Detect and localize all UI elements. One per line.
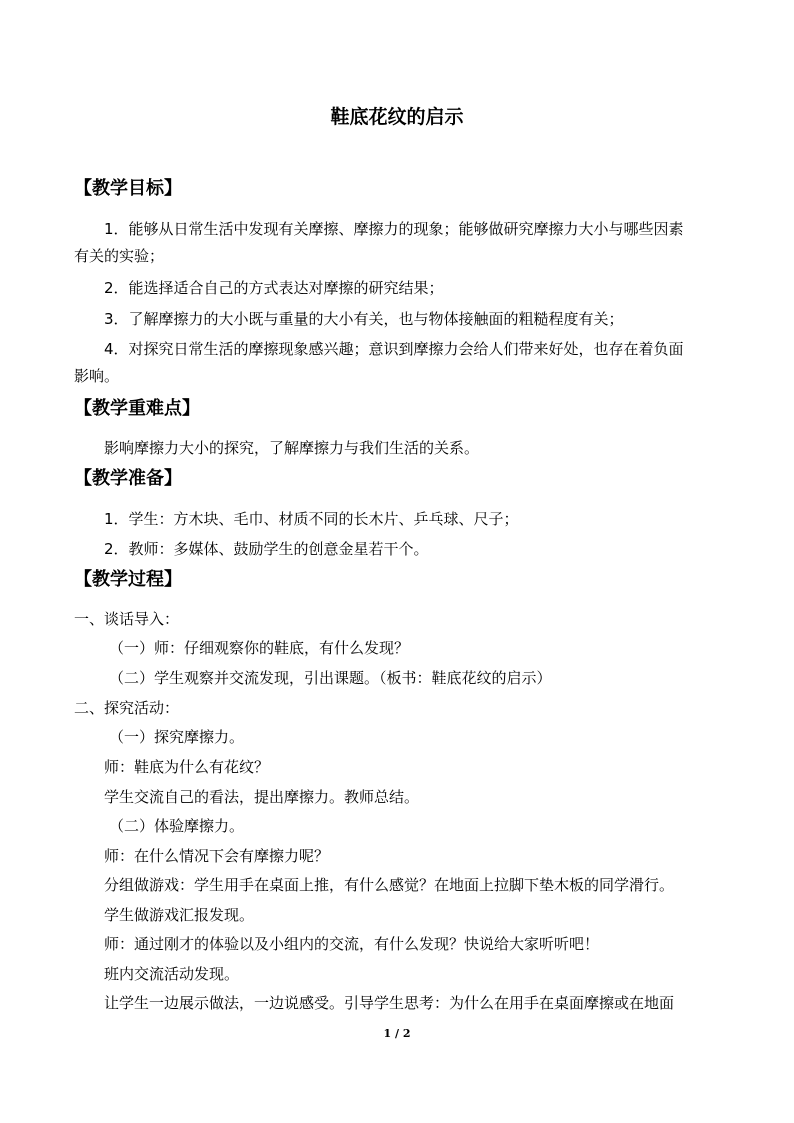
heading-objectives: 【教学目标】	[74, 178, 182, 199]
heading-key-points: 【教学重难点】	[74, 398, 200, 419]
process-line-6: 师：鞋底为什么有花纹？	[104, 758, 270, 776]
preparation-line-2: 2．教师：多媒体、鼓励学生的创意金星若干个。	[104, 540, 429, 558]
objective-line-4: 4．对探究日常生活的摩擦现象感兴趣；意识到摩擦力会给人们带来好处，也存在着负面	[104, 340, 684, 358]
process-line-1: 一、谈话导入：	[74, 610, 180, 628]
objective-line-4-cont: 影响。	[74, 367, 120, 385]
key-point-line-1: 影响摩擦力大小的探究，了解摩擦力与我们生活的关系。	[104, 439, 480, 457]
objective-line-3: 3．了解摩擦力的大小既与重量的大小有关，也与物体接触面的粗糙程度有关；	[104, 310, 624, 328]
process-line-3: （二）学生观察并交流发现，引出课题。（板书：鞋底花纹的启示）	[109, 669, 552, 687]
process-line-14: 让学生一边展示做法，一边说感受。引导学生思考：为什么在用手在桌面摩擦或在地面	[104, 994, 675, 1012]
process-line-8: （二）体验摩擦力。	[109, 817, 245, 835]
process-line-13: 班内交流活动发现。	[104, 965, 240, 983]
document-title: 鞋底花纹的启示	[330, 106, 464, 128]
process-line-9: 师：在什么情况下会有摩擦力呢？	[104, 847, 330, 865]
heading-preparation: 【教学准备】	[74, 468, 182, 489]
process-line-5: （一）探究摩擦力。	[109, 728, 245, 746]
process-line-12: 师：通过刚才的体验以及小组内的交流，有什么发现？快说给大家听听吧！	[104, 935, 600, 953]
objective-line-1-cont: 有关的实验；	[74, 247, 165, 265]
process-line-2: （一）师：仔细观察你的鞋底，有什么发现？	[109, 639, 410, 657]
objective-line-2: 2．能选择适合自己的方式表达对摩擦的研究结果；	[104, 279, 444, 297]
objective-line-1: 1．能够从日常生活中发现有关摩擦、摩擦力的现象；能够做研究摩擦力大小与哪些因素	[104, 220, 684, 238]
process-line-11: 学生做游戏汇报发现。	[104, 906, 255, 924]
preparation-line-1: 1．学生：方木块、毛巾、材质不同的长木片、乒乓球、尺子；	[104, 510, 519, 528]
process-line-7: 学生交流自己的看法，提出摩擦力。教师总结。	[104, 788, 420, 806]
process-line-4: 二、探究活动：	[74, 699, 180, 717]
page-number: 1 / 2	[383, 1027, 411, 1040]
heading-process: 【教学过程】	[74, 569, 182, 590]
process-line-10: 分组做游戏：学生用手在桌面上推，有什么感觉？在地面上拉脚下垫木板的同学滑行。	[104, 876, 675, 894]
